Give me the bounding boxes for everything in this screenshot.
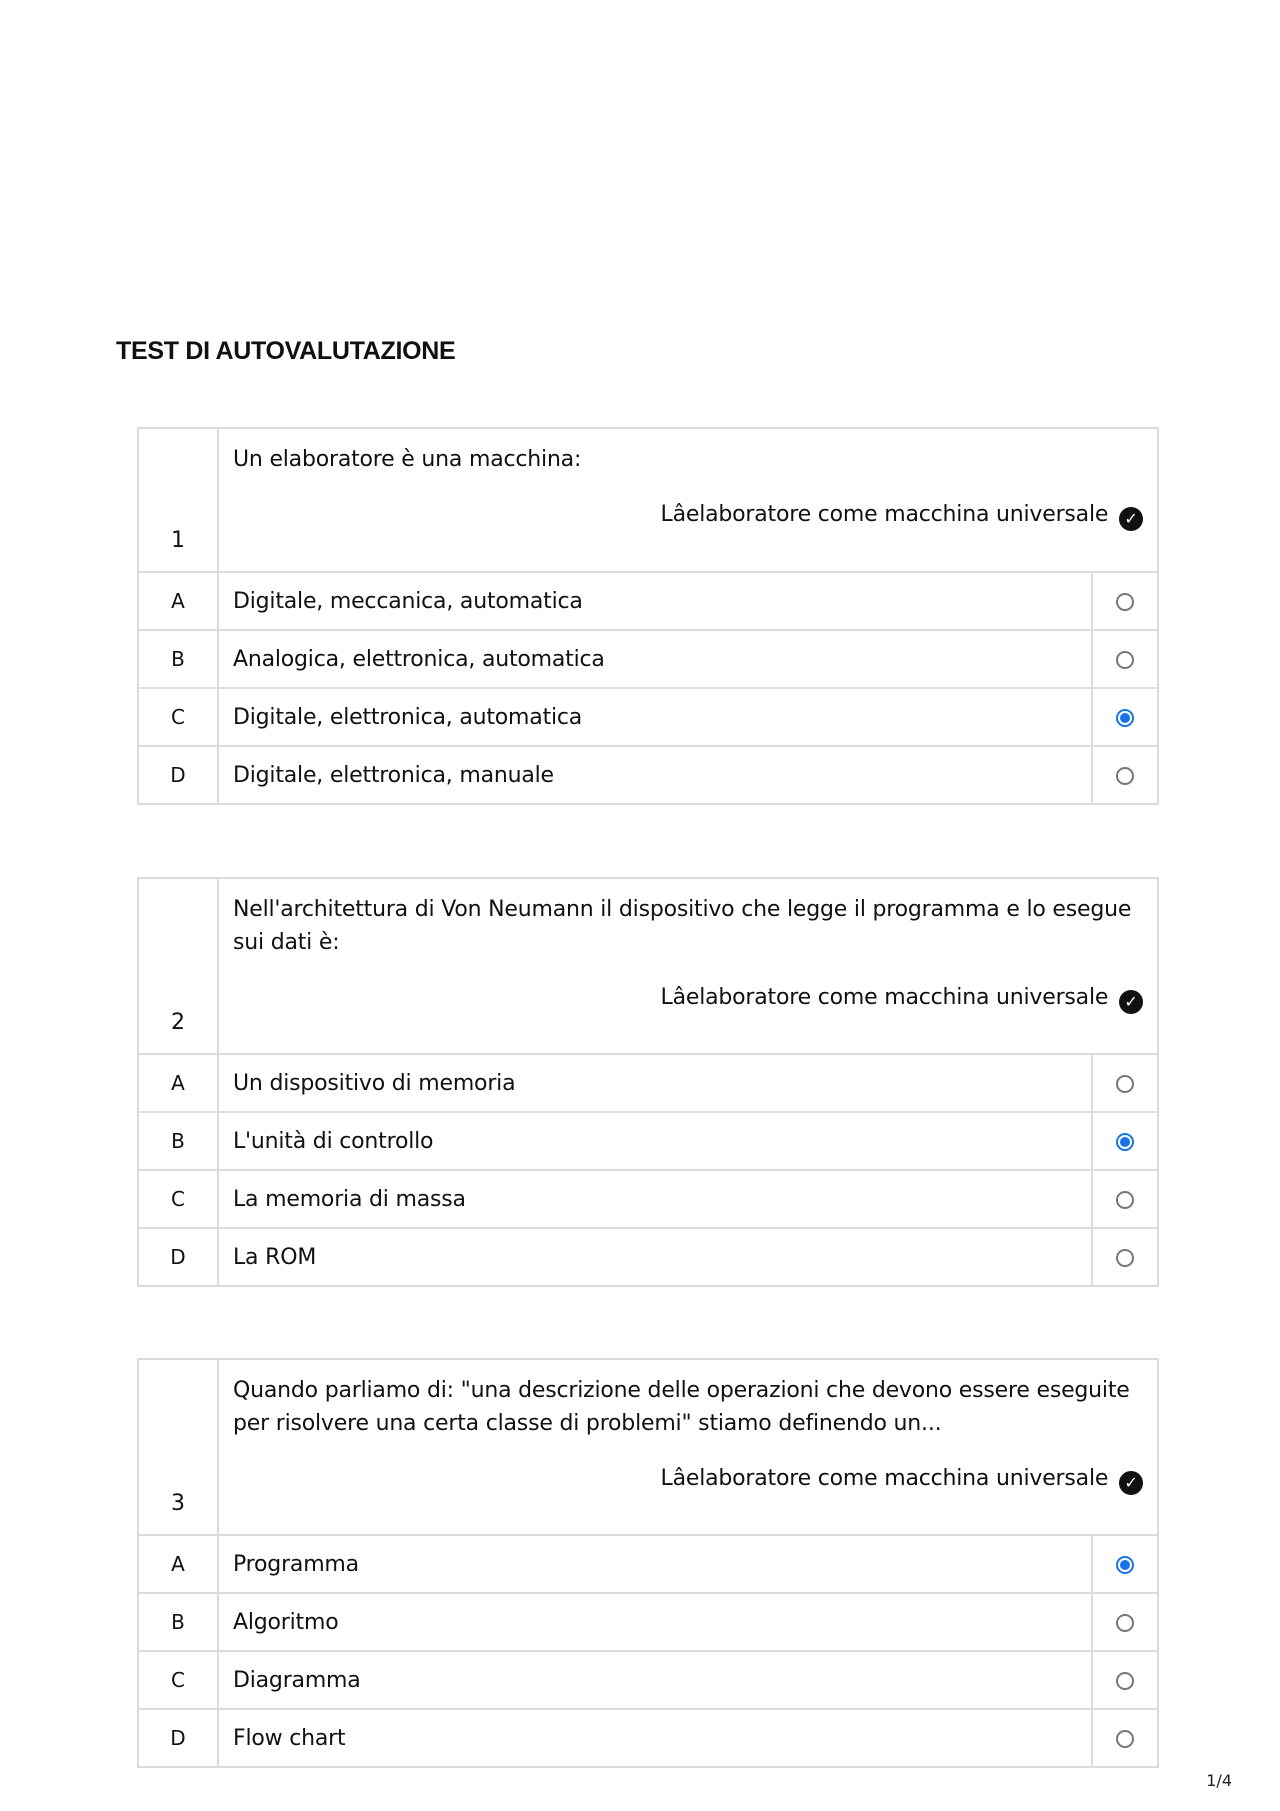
option-text: La ROM	[218, 1228, 1092, 1286]
question-topic	[233, 502, 1143, 531]
option-text: Analogica, elettronica, automatica	[218, 630, 1092, 688]
option-text: Diagramma	[218, 1651, 1092, 1709]
option-radio[interactable]	[1116, 767, 1134, 785]
question-text: Un elaboratore è una macchina:	[233, 447, 582, 472]
option-radio[interactable]	[1116, 651, 1134, 669]
answer-option[interactable]	[138, 746, 1158, 804]
question-text: Nell'architettura di Von Neumann il dispositivo che legge il programma e lo esegue sui dati è:	[233, 897, 1132, 955]
topic-label: Lâelaboratore come macchina universale	[660, 985, 1109, 1010]
option-radio[interactable]	[1116, 1614, 1134, 1632]
option-text: Flow chart	[218, 1709, 1092, 1767]
answer-option[interactable]	[138, 572, 1158, 630]
page-number: 1/4	[1206, 1771, 1232, 1790]
option-letter: A	[138, 1054, 218, 1112]
option-letter: D	[138, 1228, 218, 1286]
topic-label: Lâelaboratore come macchina universale	[660, 1466, 1109, 1491]
topic-label: Lâelaboratore come macchina universale	[660, 502, 1109, 527]
option-letter: A	[138, 572, 218, 630]
option-letter: D	[138, 1709, 218, 1767]
answer-option[interactable]	[138, 1709, 1158, 1767]
option-text: L'unità di controllo	[218, 1112, 1092, 1170]
question-number: 3	[138, 1359, 218, 1535]
question-header	[218, 1359, 1158, 1535]
option-radio-selected[interactable]	[1116, 1556, 1134, 1574]
option-radio[interactable]	[1116, 593, 1134, 611]
question-card	[137, 427, 1159, 805]
page-title: TEST DI AUTOVALUTAZIONE	[116, 337, 456, 365]
answer-option[interactable]	[138, 1228, 1158, 1286]
option-text: La memoria di massa	[218, 1170, 1092, 1228]
answer-option[interactable]	[138, 1112, 1158, 1170]
option-radio[interactable]	[1116, 1730, 1134, 1748]
answer-option[interactable]	[138, 688, 1158, 746]
option-radio[interactable]	[1116, 1249, 1134, 1267]
option-radio[interactable]	[1116, 1075, 1134, 1093]
option-letter: C	[138, 688, 218, 746]
question-number: 2	[138, 878, 218, 1054]
option-letter: D	[138, 746, 218, 804]
answer-option[interactable]	[138, 630, 1158, 688]
option-text: Un dispositivo di memoria	[218, 1054, 1092, 1112]
question-card	[137, 877, 1159, 1287]
option-text: Algoritmo	[218, 1593, 1092, 1651]
option-letter: C	[138, 1651, 218, 1709]
option-letter: A	[138, 1535, 218, 1593]
option-radio-selected[interactable]	[1116, 709, 1134, 727]
question-card	[137, 1358, 1159, 1768]
check-circle-icon: ✓	[1119, 507, 1143, 531]
option-text: Digitale, meccanica, automatica	[218, 572, 1092, 630]
option-letter: C	[138, 1170, 218, 1228]
option-text: Programma	[218, 1535, 1092, 1593]
question-number: 1	[138, 428, 218, 572]
option-letter: B	[138, 1593, 218, 1651]
answer-option[interactable]	[138, 1054, 1158, 1112]
question-text: Quando parliamo di: "una descrizione delle operazioni che devono essere eseguite per risolvere una certa classe di problemi" stiamo definendo un...	[233, 1378, 1130, 1436]
question-topic	[233, 985, 1143, 1014]
option-letter: B	[138, 630, 218, 688]
option-radio[interactable]	[1116, 1672, 1134, 1690]
option-text: Digitale, elettronica, automatica	[218, 688, 1092, 746]
option-radio[interactable]	[1116, 1191, 1134, 1209]
answer-option[interactable]	[138, 1651, 1158, 1709]
question-topic	[233, 1466, 1143, 1495]
answer-option[interactable]	[138, 1535, 1158, 1593]
option-text: Digitale, elettronica, manuale	[218, 746, 1092, 804]
answer-option[interactable]	[138, 1593, 1158, 1651]
check-circle-icon: ✓	[1119, 990, 1143, 1014]
question-header	[218, 428, 1158, 572]
check-circle-icon: ✓	[1119, 1471, 1143, 1495]
answer-option[interactable]	[138, 1170, 1158, 1228]
option-radio-selected[interactable]	[1116, 1133, 1134, 1151]
option-letter: B	[138, 1112, 218, 1170]
question-header	[218, 878, 1158, 1054]
